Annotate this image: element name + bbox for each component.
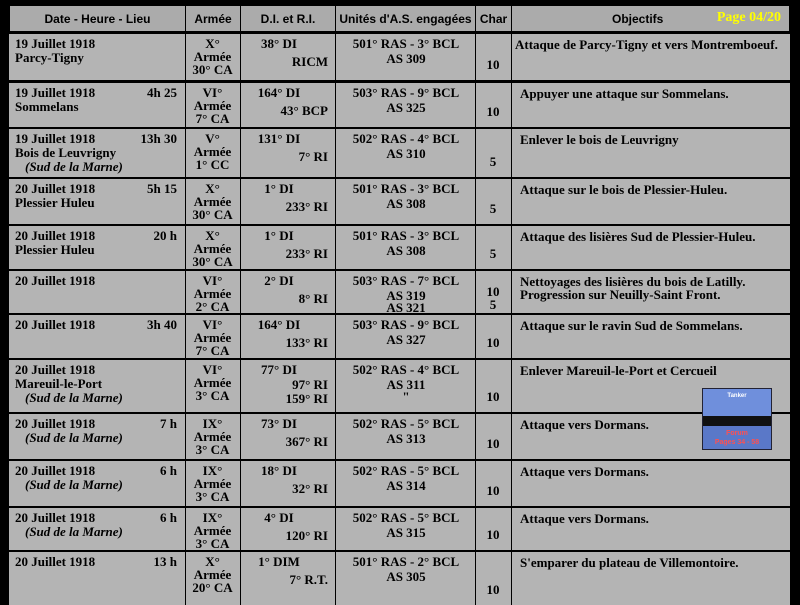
row-char: 10 <box>486 436 500 451</box>
row-objective: Attaque vers Dormans. <box>520 511 649 526</box>
row-date: 20 Juillet 1918 <box>15 362 96 377</box>
column-divider <box>511 271 512 313</box>
row-di: 4° DI <box>264 510 294 525</box>
row-ri: 233° RI <box>285 199 328 214</box>
row-date: 20 Juillet 1918 <box>15 554 96 569</box>
row-objective: Attaque sur le bois de Plessier-Huleu. <box>520 182 728 197</box>
row-di: 1° DI <box>264 228 294 243</box>
row-armee: 2° CA <box>195 299 230 314</box>
column-divider <box>240 552 241 605</box>
row-place: Parcy-Tigny <box>15 50 84 65</box>
row-armee: 20° CA <box>192 580 233 595</box>
logo-title: Tanker <box>727 393 747 399</box>
row-armee: X° <box>205 554 220 569</box>
row-place-note: (Sud de la Marne) <box>25 390 123 405</box>
row-place: (Sud de la Marne) <box>25 430 123 445</box>
table-row <box>9 508 790 550</box>
row-ri: 32° RI <box>292 481 328 496</box>
row-time: 20 h <box>153 228 177 243</box>
logo-line2: Pages 34 - 58 <box>714 439 760 446</box>
row-armee: Armée <box>193 286 232 301</box>
row-as: AS 327 <box>386 332 426 347</box>
header-date: Date - Heure - Lieu <box>10 6 186 33</box>
row-as: AS 310 <box>386 146 426 161</box>
row-armee: 30° CA <box>192 207 233 222</box>
row-objective: Nettoyages des lisières du bois de Latilly. <box>520 274 746 289</box>
row-as: AS 308 <box>386 196 426 211</box>
row-objective: Appuyer une attaque sur Sommelans. <box>520 86 729 101</box>
column-divider <box>335 34 336 80</box>
column-divider <box>240 179 241 224</box>
tanker-forum-logo <box>702 388 772 450</box>
row-unit: 502° RAS - 4° BCL <box>352 362 460 377</box>
row-time: 5h 15 <box>147 181 177 196</box>
row-as: " <box>402 389 410 404</box>
row-ri: 8° RI <box>298 291 328 306</box>
row-char: 10 <box>486 389 500 404</box>
row-unit: 501° RAS - 3° BCL <box>352 36 460 51</box>
column-divider <box>511 34 512 80</box>
column-divider <box>511 83 512 127</box>
row-di: 164° DI <box>257 317 301 332</box>
row-di: 77° DI <box>261 362 297 377</box>
row-armee: 30° CA <box>192 62 233 77</box>
row-armee: 3° CA <box>195 388 230 403</box>
row-place: Mareuil-le-Port <box>15 376 103 391</box>
column-divider <box>335 414 336 459</box>
column-divider <box>335 360 336 412</box>
row-unit: 502° RAS - 5° BCL <box>352 510 460 525</box>
row-armee: Armée <box>193 476 232 491</box>
row-armee: V° <box>205 131 220 146</box>
row-date: 20 Juillet 1918 <box>15 510 96 525</box>
row-char: 5 <box>489 246 497 261</box>
row-di: 1° DI <box>264 181 294 196</box>
column-divider <box>335 552 336 605</box>
column-divider <box>240 129 241 177</box>
row-date: 20 Juillet 1918 <box>15 273 96 288</box>
row-unit: 503° RAS - 7° BCL <box>352 273 460 288</box>
column-divider <box>335 179 336 224</box>
column-divider <box>240 271 241 313</box>
row-as: AS 311 <box>386 377 426 392</box>
row-armee: 3° CA <box>195 442 230 457</box>
row-armee: IX° <box>202 416 223 431</box>
header-char: Char <box>476 6 512 33</box>
table-row <box>9 129 790 177</box>
row-place-note: (Sud de la Marne) <box>25 159 123 174</box>
row-place: Plessier Huleu <box>15 242 95 257</box>
row-as: AS 314 <box>386 478 426 493</box>
header-armee: Armée <box>186 6 241 33</box>
logo-tank-silhouette <box>703 416 771 426</box>
row-ri: RICM <box>291 54 328 69</box>
row-di: 38° DI <box>261 36 297 51</box>
column-divider <box>335 129 336 177</box>
column-divider <box>240 414 241 459</box>
row-armee: Armée <box>193 98 232 113</box>
row-date: 20 Juillet 1918 <box>15 317 96 332</box>
row-date: 19 Juillet 1918 <box>15 131 96 146</box>
row-time: 6 h <box>160 510 177 525</box>
table-header <box>9 5 790 32</box>
column-divider <box>335 461 336 506</box>
row-time: 6 h <box>160 463 177 478</box>
row-objective: Enlever le bois de Leuvrigny <box>520 132 679 147</box>
row-char: 10 <box>486 284 500 299</box>
column-divider <box>240 83 241 127</box>
row-char: 5 <box>489 201 497 216</box>
table-row <box>9 315 790 358</box>
row-unit: 501° RAS - 3° BCL <box>352 228 460 243</box>
row-date: 20 Juillet 1918 <box>15 463 96 478</box>
row-armee: VI° <box>202 273 223 288</box>
row-char: 10 <box>486 483 500 498</box>
column-divider <box>511 315 512 358</box>
table-row <box>9 360 790 412</box>
column-divider <box>475 360 476 412</box>
table-row <box>9 271 790 313</box>
row-unit: 502° RAS - 4° BCL <box>352 131 460 146</box>
row-char: 10 <box>486 57 500 72</box>
column-divider <box>511 226 512 269</box>
row-armee: 1° CC <box>195 157 230 172</box>
column-divider <box>335 83 336 127</box>
column-divider <box>335 508 336 550</box>
column-divider <box>335 315 336 358</box>
column-divider <box>511 129 512 177</box>
row-place: (Sud de la Marne) <box>25 477 123 492</box>
row-date: 20 Juillet 1918 <box>15 228 96 243</box>
page-number: Page 04/20 <box>716 10 781 25</box>
row-as: AS 325 <box>386 100 426 115</box>
row-objective: Attaque de Parcy-Tigny et vers Montremboeuf. <box>515 37 778 52</box>
row-as: AS 315 <box>386 525 426 540</box>
row-char: 10 <box>486 582 500 597</box>
row-ri: 7° R.T. <box>289 572 328 587</box>
row-armee: 3° CA <box>195 536 230 551</box>
column-divider <box>475 34 476 80</box>
column-divider <box>335 226 336 269</box>
row-time: 3h 40 <box>147 317 177 332</box>
column-divider <box>335 271 336 313</box>
row-di: 1° DIM <box>258 554 300 569</box>
row-char: 5 <box>489 154 497 169</box>
row-ri-2: 159° RI <box>285 391 328 406</box>
row-armee: Armée <box>193 375 232 390</box>
row-armee: 7° CA <box>195 343 230 358</box>
table-row <box>9 83 790 127</box>
row-ri: 7° RI <box>298 149 328 164</box>
row-objective: Enlever Mareuil-le-Port et Cercueil <box>520 363 717 378</box>
row-time: 4h 25 <box>147 85 177 100</box>
column-divider <box>240 34 241 80</box>
row-armee: Armée <box>193 523 232 538</box>
row-char: 5 <box>489 297 497 312</box>
row-char: 10 <box>486 104 500 119</box>
row-char: 10 <box>486 335 500 350</box>
row-ri: 97° RI <box>292 377 328 392</box>
table-row <box>9 414 790 459</box>
row-place: Sommelans <box>15 99 79 114</box>
column-divider <box>511 360 512 412</box>
row-armee: Armée <box>193 194 232 209</box>
row-time: 13h 30 <box>140 131 177 146</box>
row-unit: 501° RAS - 2° BCL <box>352 554 460 569</box>
row-as: AS 313 <box>386 431 426 446</box>
column-divider <box>240 461 241 506</box>
row-unit: 501° RAS - 3° BCL <box>352 181 460 196</box>
row-date: 20 Juillet 1918 <box>15 181 96 196</box>
row-unit: 503° RAS - 9° BCL <box>352 317 460 332</box>
row-objective: Progression sur Neuilly-Saint Front. <box>520 287 721 302</box>
row-di: 18° DI <box>261 463 297 478</box>
table-row <box>9 34 790 80</box>
row-ri: 133° RI <box>285 335 328 350</box>
column-divider <box>475 129 476 177</box>
row-armee: X° <box>205 36 220 51</box>
row-place: Plessier Huleu <box>15 195 95 210</box>
row-objective: Attaque sur le ravin Sud de Sommelans. <box>520 318 743 333</box>
row-char: 10 <box>486 527 500 542</box>
column-divider <box>240 226 241 269</box>
row-date: 20 Juillet 1918 <box>15 416 96 431</box>
column-divider <box>240 360 241 412</box>
table-row <box>9 179 790 224</box>
row-time: 13 h <box>153 554 177 569</box>
row-armee: 3° CA <box>195 489 230 504</box>
row-unit: 502° RAS - 5° BCL <box>352 463 460 478</box>
row-armee: Armée <box>193 144 232 159</box>
row-armee: Armée <box>193 241 232 256</box>
row-ri: 233° RI <box>285 246 328 261</box>
row-armee: Armée <box>193 49 232 64</box>
row-as: AS 319 <box>386 288 426 303</box>
row-armee: 7° CA <box>195 111 230 126</box>
header-unites: Unités d'A.S. engagées <box>336 6 476 33</box>
column-divider <box>240 508 241 550</box>
row-place: (Sud de la Marne) <box>25 524 123 539</box>
row-place: Bois de Leuvrigny <box>15 145 117 160</box>
row-armee: X° <box>205 228 220 243</box>
table-row <box>9 226 790 269</box>
row-di: 164° DI <box>257 85 301 100</box>
row-unit: 503° RAS - 9° BCL <box>352 85 460 100</box>
row-di: 73° DI <box>261 416 297 431</box>
row-date: 19 Juillet 1918 <box>15 36 96 51</box>
row-ri: 367° RI <box>285 434 328 449</box>
row-armee: IX° <box>202 463 223 478</box>
column-divider <box>240 315 241 358</box>
row-objective: Attaque des lisières Sud de Plessier-Huleu. <box>520 229 756 244</box>
table-row <box>9 552 790 605</box>
row-armee: Armée <box>193 330 232 345</box>
row-as: AS 308 <box>386 243 426 258</box>
row-ri: 43° BCP <box>280 103 328 118</box>
row-date: 19 Juillet 1918 <box>15 85 96 100</box>
column-divider <box>511 179 512 224</box>
row-as: AS 305 <box>386 569 426 584</box>
row-armee: Armée <box>193 567 232 582</box>
logo-line1: Forum <box>726 430 748 437</box>
column-divider <box>511 508 512 550</box>
row-di: 2° DI <box>264 273 294 288</box>
row-armee: Armée <box>193 429 232 444</box>
row-ri: 120° RI <box>285 528 328 543</box>
row-objective: S'emparer du plateau de Villemontoire. <box>520 555 739 570</box>
row-armee: IX° <box>202 510 223 525</box>
column-divider <box>511 414 512 459</box>
row-time: 7 h <box>160 416 177 431</box>
row-objective: Attaque vers Dormans. <box>520 464 649 479</box>
header-objectifs: Objectifs <box>612 12 664 26</box>
row-armee: VI° <box>202 317 223 332</box>
row-armee: 30° CA <box>192 254 233 269</box>
column-divider <box>475 552 476 605</box>
row-objective: Attaque vers Dormans. <box>520 417 649 432</box>
row-unit: 502° RAS - 5° BCL <box>352 416 460 431</box>
row-armee: VI° <box>202 85 223 100</box>
column-divider <box>511 461 512 506</box>
column-divider <box>511 552 512 605</box>
header-di-ri: D.I. et R.I. <box>241 6 336 33</box>
row-as: AS 321 <box>386 300 426 315</box>
row-as: AS 309 <box>386 51 426 66</box>
row-armee: VI° <box>202 362 223 377</box>
row-armee: X° <box>205 181 220 196</box>
row-di: 131° DI <box>257 131 301 146</box>
table-row <box>9 461 790 506</box>
